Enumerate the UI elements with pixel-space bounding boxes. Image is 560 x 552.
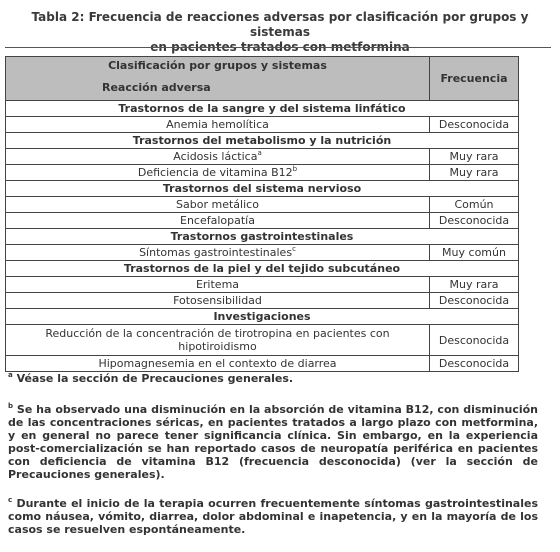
table-row xyxy=(6,245,519,261)
group-row xyxy=(6,229,519,245)
caption-line-2: en pacientes tratados con metformina xyxy=(150,40,410,54)
frequency-cell: Desconocida xyxy=(430,117,519,133)
reaction-cell xyxy=(6,277,430,293)
reaction-text: Encefalopatía xyxy=(180,214,255,227)
reaction-text: Fotosensibilidad xyxy=(173,294,262,307)
group-row xyxy=(6,181,519,197)
table-row xyxy=(6,277,519,293)
frequency-cell: Muy rara xyxy=(430,165,519,181)
group-row xyxy=(6,101,519,117)
reaction-cell xyxy=(6,356,430,372)
reaction-text: Eritema xyxy=(195,278,240,291)
frequency-cell: Desconocida xyxy=(430,325,519,356)
reaction-text: Deficiencia de vitamina B12 xyxy=(137,166,293,179)
footnote-a-mark: a xyxy=(8,371,13,379)
group-heading: Trastornos del sistema nervioso xyxy=(6,181,519,197)
table-row xyxy=(6,117,519,133)
adverse-reactions-table xyxy=(5,56,519,372)
table-body xyxy=(6,101,519,372)
reaction-text: Síntomas gastrointestinales xyxy=(139,246,293,259)
header-frequency: Frecuencia xyxy=(430,57,519,101)
frequency-cell: Desconocida xyxy=(430,293,519,309)
reaction-text: Acidosis láctica xyxy=(173,150,258,163)
frequency-cell: Muy común xyxy=(430,245,519,261)
table-row xyxy=(6,149,519,165)
reaction-cell xyxy=(6,245,430,261)
table-row xyxy=(6,197,519,213)
footnote-a xyxy=(8,372,538,385)
table-row xyxy=(6,213,519,229)
footnote-c-text: Durante el inicio de la terapia ocurren frecuentemente síntomas gastrointestinales como náusea, vómito, diarrea, dolor abdominal e inapetencia, y en la mayoría de los casos se resuelven espontáneamente. xyxy=(8,497,538,536)
reaction-cell xyxy=(6,165,430,181)
table-row xyxy=(6,325,519,356)
table-row xyxy=(6,165,519,181)
group-row xyxy=(6,309,519,325)
table-row xyxy=(6,356,519,372)
footnote-b-text: Se ha observado una disminución en la absorción de vitamina B12, con disminución de las concentraciones séricas, en pacientes tratados a largo plazo con metformina, y en general no parece tener significancia clínica. Sin embargo, en la experiencia post-comercialización se han reportado casos de neuropatía periférica en pacientes con deficiencia de vitamina B12 (frecuencia desconocida) (ver la sección de Precauciones generales). xyxy=(8,403,538,481)
group-heading: Trastornos del metabolismo y la nutrición xyxy=(6,133,519,149)
reaction-text: Hipomagnesemia en el contexto de diarrea xyxy=(98,357,337,370)
footnote-a-text: Véase la sección de Precauciones generales. xyxy=(12,372,294,385)
footnote-ref: b xyxy=(292,165,298,173)
reaction-cell xyxy=(6,325,430,356)
group-heading: Trastornos de la sangre y del sistema linfático xyxy=(6,101,519,117)
header-classification xyxy=(6,57,430,101)
frequency-cell: Desconocida xyxy=(430,356,519,372)
reaction-text: Anemia hemolítica xyxy=(166,118,269,131)
footnote-c xyxy=(8,497,538,536)
reaction-cell xyxy=(6,117,430,133)
caption-line-1: Tabla 2: Frecuencia de reacciones adversas por clasificación por grupos y sistemas xyxy=(31,10,529,39)
header-reaction-label: Reacción adversa xyxy=(102,81,211,94)
frequency-cell: Muy rara xyxy=(430,277,519,293)
footnote-ref: c xyxy=(292,245,296,253)
footnote-b xyxy=(8,403,538,481)
frequency-cell: Desconocida xyxy=(430,213,519,229)
group-heading: Investigaciones xyxy=(6,309,519,325)
reaction-cell xyxy=(6,213,430,229)
frequency-cell: Muy rara xyxy=(430,149,519,165)
reaction-cell xyxy=(6,197,430,213)
caption-divider xyxy=(5,47,551,48)
reaction-text: Reducción de la concentración de tirotropina en pacientes con hipotiroidismo xyxy=(45,327,390,353)
table-row xyxy=(6,293,519,309)
footnote-ref: a xyxy=(257,149,262,157)
reaction-cell xyxy=(6,293,430,309)
table-caption xyxy=(8,10,552,55)
footnote-c-mark: c xyxy=(8,496,13,504)
header-group-label: Clasificación por grupos y sistemas xyxy=(108,59,327,72)
group-row xyxy=(6,133,519,149)
reaction-cell xyxy=(6,149,430,165)
group-heading: Trastornos gastrointestinales xyxy=(6,229,519,245)
group-heading: Trastornos de la piel y del tejido subcutáneo xyxy=(6,261,519,277)
footnote-b-mark: b xyxy=(8,402,14,410)
reaction-text: Sabor metálico xyxy=(176,198,259,211)
group-row xyxy=(6,261,519,277)
frequency-cell: Común xyxy=(430,197,519,213)
